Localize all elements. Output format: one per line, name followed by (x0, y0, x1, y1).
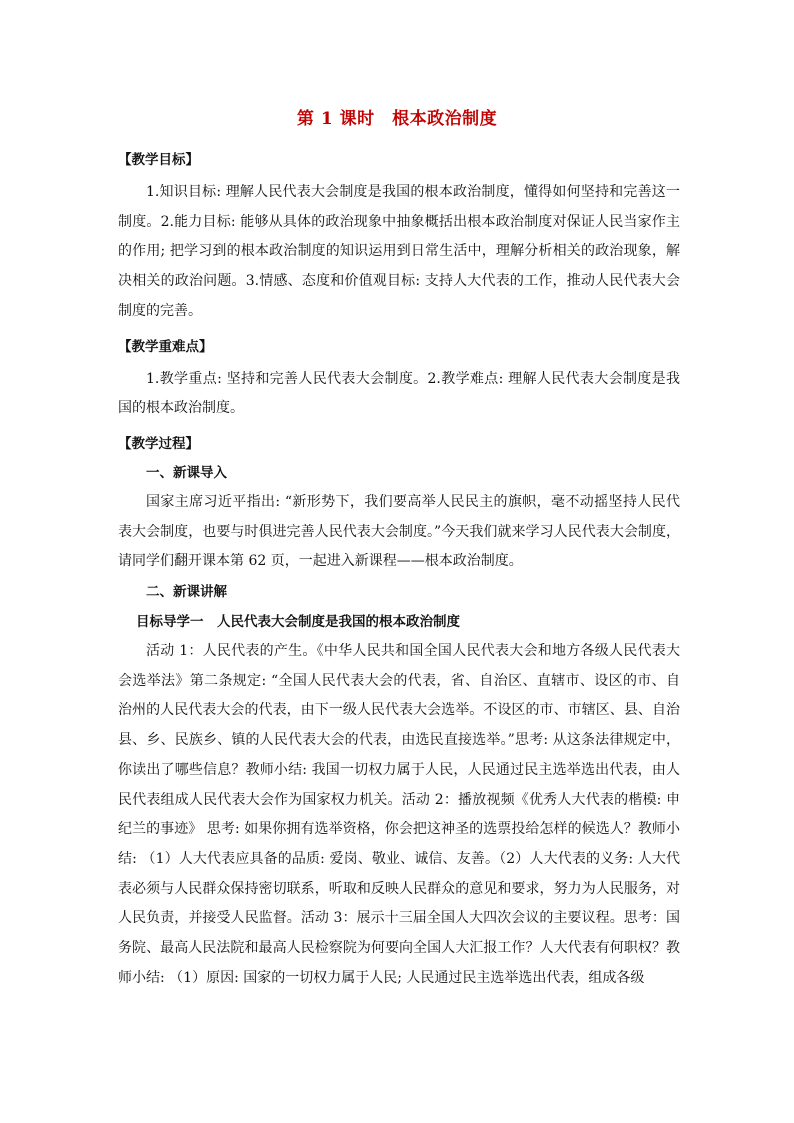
intro-paragraph: 国家主席习近平指出: “新形势下，我们要高举人民民主的旗帜，毫不动摇坚持人民代表大会制度，也要与时俱进完善人民代表大会制度。”今天我们就来学习人民代表大会制度，请同学们翻开课本第 62 页，一起进入新课程——根本政治制度。 (118, 493, 680, 570)
objectives-paragraph: 1.知识目标: 理解人民代表大会制度是我国的根本政治制度，懂得如何坚持和完善这一制度。2.能力目标: 能够从具体的政治现象中抽象概括出根本政治制度对保证人民当家作主的作用; 把学习到的根本政治制度的知识运用到日常生活中，理解分析相关的政治现象，解决相关的政治问题。3.情感、态度和价值观目标: 支持人大代表的工作，推动人民代表大会制度的完善。 (118, 184, 680, 319)
document-body (118, 146, 680, 993)
keypoints-heading: 【教学重难点】 (118, 338, 213, 355)
process-heading: 【教学过程】 (118, 435, 199, 452)
document-title: 第 1 课时 根本政治制度 (296, 109, 498, 129)
activity-paragraph: 活动 1：人民代表的产生。《中华人民共和国全国人民代表大会和地方各级人民代表大会选举法》第二条规定: “全国人民代表大会的代表，省、自治区、直辖市、设区的市、自治州的人民代表大会的代表，由下一级人民代表大会选举。不设区的市、市辖区、县、自治县、乡、民族乡、镇的人民代表大会的代表，由选民直接选举。”思考: 从这条法律规定中，你读出了哪些信息？教师小结: 我国一切权力属于人民，人民通过民主选举选出代表，由人民代表组成人民代表大会作为国家权力机关。活动 2：播放视频《优秀人大代表的楷模: 申纪兰的事迹》 思考: 如果你拥有选举资格，你会把这神圣的选票投给怎样的候选人？教师小结: （1）人大代表应具备的品质: 爱岗、敬业、诚信、友善。（2）人大代表的义务: 人大代表必须与人民群众保持密切联系，听取和反映人民群众的意见和要求，努力为人民服务，对人民负责，并接受人民监督。活动 3：展示十三届全国人大四次会议的主要议程。思考：国务院、最高人民法院和最高人民检察院为何要向全国人大汇报工作？人大代表有何职权？教师小结: （1）原因: 国家的一切权力属于人民; 人民通过民主选举选出代表，组成各级 (118, 643, 680, 986)
keypoints-paragraph: 1.教学重点: 坚持和完善人民代表大会制度。2.教学难点: 理解人民代表大会制度是我国的根本政治制度。 (118, 370, 680, 417)
lecture-heading: 二、新课讲解 (146, 584, 227, 601)
goal-heading: 目标导学一 人民代表大会制度是我国的根本政治制度 (136, 614, 460, 631)
objectives-heading: 【教学目标】 (118, 152, 199, 168)
intro-heading: 一、新课导入 (146, 464, 227, 481)
